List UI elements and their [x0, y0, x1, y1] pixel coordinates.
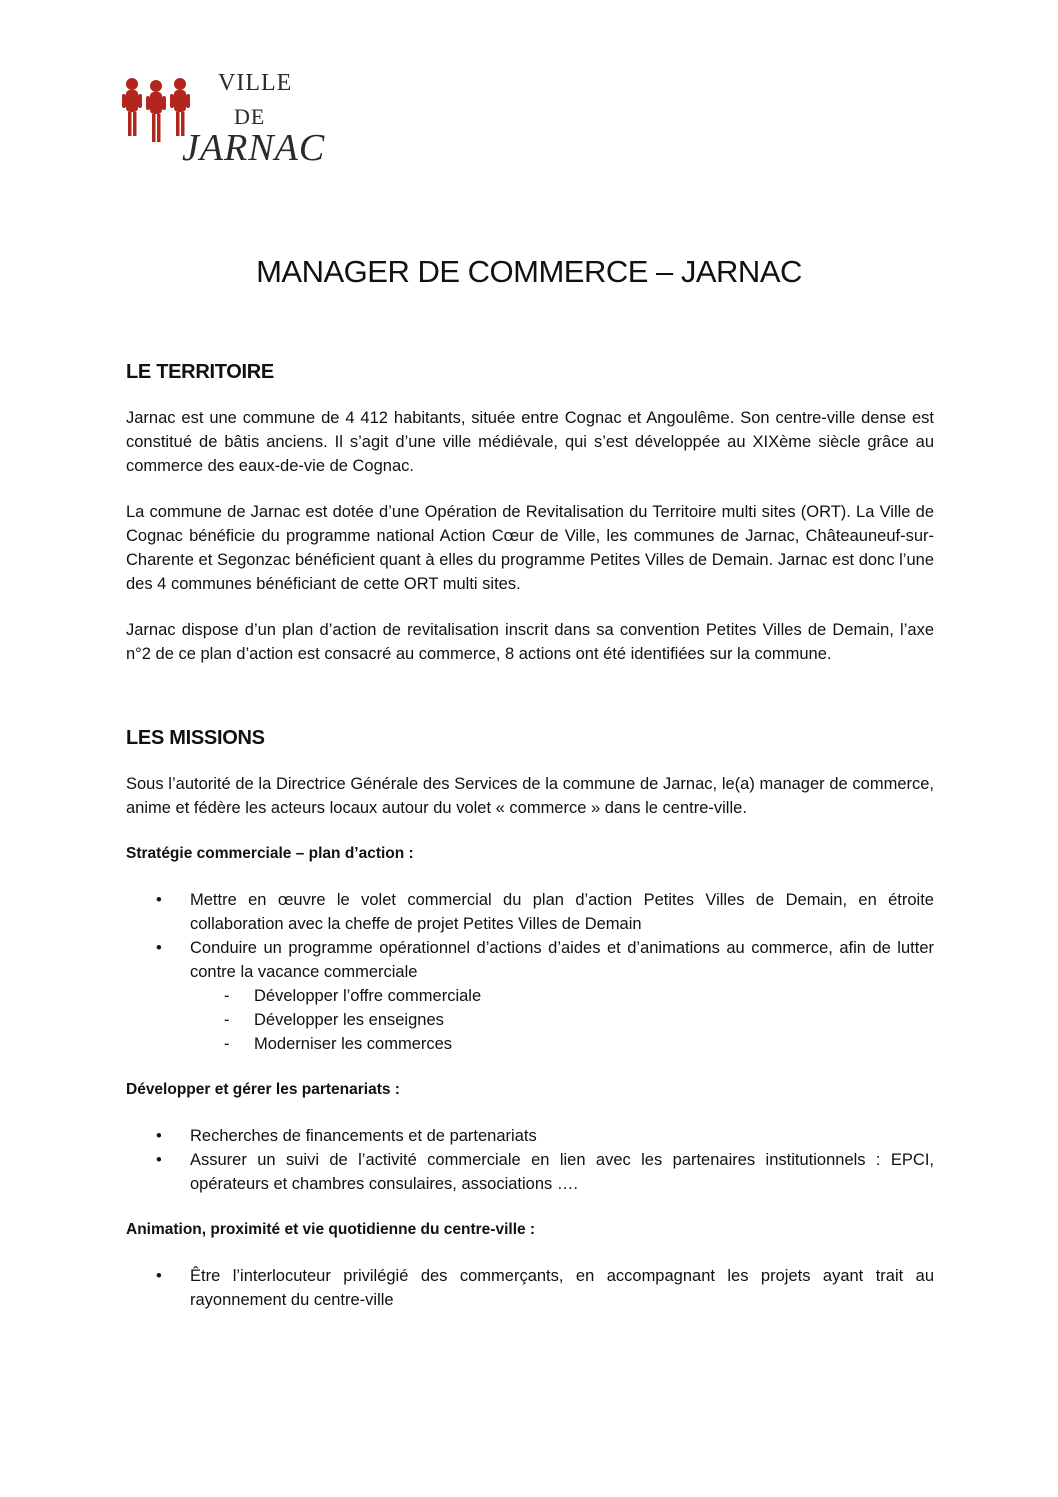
list-item-text: Recherches de financements et de partenariats [190, 1127, 537, 1145]
subheading-partenariats: Développer et gérer les partenariats : [126, 1081, 400, 1098]
logo-line-jarnac: JARNAC [182, 127, 326, 169]
list-strategie [126, 888, 934, 1056]
list-item-text: Assurer un suivi de l’activité commerciale en lien avec les partenaires institutionnels : EPCI, opérateurs et chambres consulaires, associations …. [190, 1151, 934, 1193]
subheading-strategie: Stratégie commerciale – plan d’action : [126, 845, 414, 862]
bullet-icon: • [156, 1151, 162, 1169]
list-item [126, 936, 934, 1056]
sublist-actions [190, 984, 934, 1056]
dash-icon: - [224, 1011, 230, 1029]
logo-line-de: DE [234, 104, 266, 129]
bullet-icon: • [156, 939, 162, 957]
dash-icon: - [224, 1035, 230, 1053]
sublist-item [190, 1032, 934, 1056]
sublist-item-text: Moderniser les commerces [254, 1035, 453, 1053]
document-body [126, 360, 934, 1334]
dash-icon: - [224, 987, 230, 1005]
bullet-icon: • [156, 1267, 162, 1285]
list-animation [126, 1264, 934, 1312]
section-heading-territoire: LE TERRITOIRE [126, 361, 274, 383]
sublist-item [190, 1008, 934, 1032]
paragraph-territoire-2: La commune de Jarnac est dotée d’une Opération de Revitalisation du Territoire multi sites (ORT). La Ville de Cognac bénéficie du programme national Action Cœur de Ville, les communes de Jarnac, Châteauneuf-sur-Charente et Segonzac bénéficient quant à elles du programme Petites Villes de Demain. Jarnac est donc l’une des 4 communes bénéficiant de cette ORT multi sites. [126, 503, 934, 593]
list-partenariats [126, 1124, 934, 1196]
sublist-item-text: Développer les enseignes [254, 1011, 444, 1029]
list-item [126, 888, 934, 936]
paragraph-territoire-1: Jarnac est une commune de 4 412 habitants, située entre Cognac et Angoulême. Son centre-ville dense est constitué de bâtis anciens. Il s’agit d’une ville médiévale, qui s’est développée au XIXème siècle grâce au commerce des eaux-de-vie de Cognac. [126, 409, 934, 475]
subheading-animation: Animation, proximité et vie quotidienne du centre-ville : [126, 1221, 536, 1238]
paragraph-missions-intro: Sous l’autorité de la Directrice Générale des Services de la commune de Jarnac, le(a) manager de commerce, anime et fédère les acteurs locaux autour du volet « commerce » dans le centre-ville. [126, 775, 934, 817]
document-title: MANAGER DE COMMERCE – JARNAC [256, 254, 802, 289]
logo-line-ville: VILLE [218, 70, 293, 96]
list-item-text: Être l’interlocuteur privilégié des commerçants, en accompagnant les projets ayant trait au rayonnement du centre-ville [190, 1267, 934, 1309]
sublist-item [190, 984, 934, 1008]
list-item [126, 1124, 934, 1148]
list-item-text: Conduire un programme opérationnel d’actions d’aides et d’animations au commerce, afin de lutter contre la vacance commerciale [190, 939, 934, 981]
list-item-text: Mettre en œuvre le volet commercial du plan d’action Petites Villes de Demain, en étroite collaboration avec la cheffe de projet Petites Villes de Demain [190, 891, 934, 933]
list-item [126, 1264, 934, 1312]
ville-de-jarnac-logo [120, 70, 330, 190]
section-heading-missions: LES MISSIONS [126, 727, 265, 749]
bullet-icon: • [156, 1127, 162, 1145]
list-item [126, 1148, 934, 1196]
sublist-item-text: Développer l’offre commerciale [254, 987, 482, 1005]
paragraph-territoire-3: Jarnac dispose d’un plan d’action de revitalisation inscrit dans sa convention Petites Villes de Demain, l’axe n°2 de ce plan d’action est consacré au commerce, 8 actions ont été identifiées sur la commune. [126, 621, 934, 663]
section-spacer [126, 688, 934, 726]
bullet-icon: • [156, 891, 162, 909]
